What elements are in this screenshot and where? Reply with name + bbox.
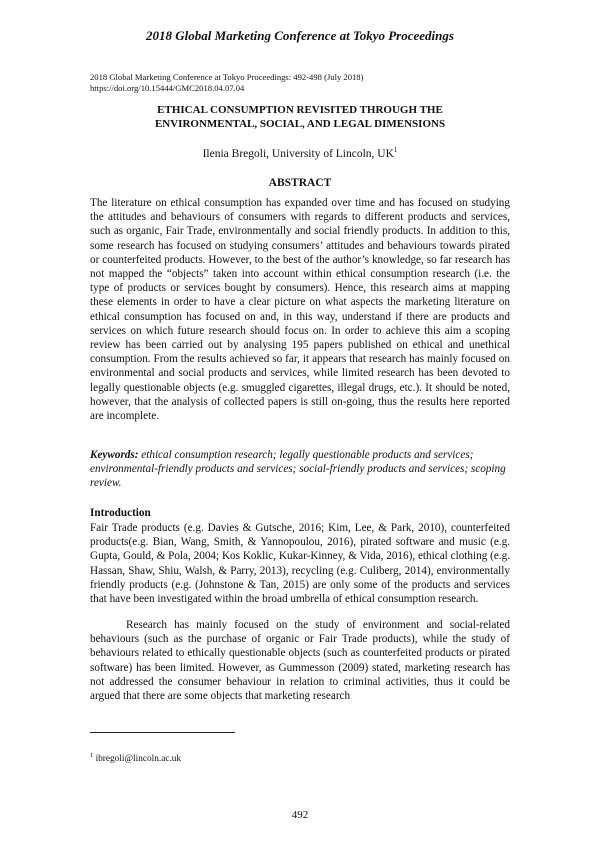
author-line xyxy=(0,146,600,160)
title-line-1: ETHICAL CONSUMPTION REVISITED THROUGH THE xyxy=(157,104,443,116)
introduction-paragraph-1: Fair Trade products (e.g. Davies & Gutsche, 2016; Kim, Lee, & Park, 2010), counterfeited products(e.g. Bian, Wang, Smith, & Yannopoulou, 2016), pirated software and music (e.g. Gupta, Gould, & Pola, 2004; Kos Koklic, Kukar-Kinney, & Vida, 2016), ethical clothing (e.g. Hassan, Shaw, Shiu, Walsh, & Parry, 2013), recycling (e.g. Culiberg, 2014), environmentally friendly products (e.g. (Johnstone & Tan, 2015) are only some of the products and services that have been investigated within the broad umbrella of ethical consumption research. xyxy=(90,522,510,606)
page-number: 492 xyxy=(291,809,309,821)
paper-title xyxy=(90,104,510,131)
citation-proceedings: 2018 Global Marketing Conference at Tokyo Proceedings: 492-498 (July 2018) xyxy=(90,72,364,82)
footnote-mark: 1 xyxy=(90,752,94,759)
author-footnote-mark: 1 xyxy=(393,146,398,154)
introduction-paragraph-2: Research has mainly focused on the study of environment and social-related behaviours (such as the purchase of organic or Fair Trade products), while the study of behaviours related to ethically questionable objects (such as counterfeited products or pirated software) has been limited. However, as Gummesson (2009) stated, marketing research has not addressed the consumer behaviour in relation to criminal activities, thus it could be argued that there are some objects that marketing research xyxy=(90,619,510,703)
citation-block xyxy=(90,72,520,93)
abstract-heading: ABSTRACT xyxy=(268,177,332,189)
keywords xyxy=(90,448,510,491)
abstract-body: The literature on ethical consumption has expanded over time and has focused on studying the attitudes and behaviours of consumers with regards to different products and services, such as organic, Fair Trade, environmentally and social friendly products. In addition to this, some research has focused on studying consumers’ attitudes and behaviours towards pirated or counterfeited products. However, to the best of the author’s knowledge, so far research has not mapped the “objects” taken into account within ethical consumption research (i.e. the type of products or services bought by consumers). Hence, this research aims at mapping these elements in order to have a clear picture on what aspects the marketing literature on ethical consumption has focused on and, in this way, understand if there are products and services on which future research should focus on. In order to achieve this aim a scoping review has been carried out by analysing 195 papers published on ethical and unethical consumption. From the results achieved so far, it appears that research has mainly focused on environmental and social products and services, while limited research has been devoted to legally questionable objects (e.g. smuggled cigarettes, illegal drugs, etc.). It should be noted, however, that the analysis of collected papers is still on-going, thus the results here reported are incomplete. xyxy=(90,197,510,423)
author-name: Ilenia Bregoli, University of Lincoln, UK xyxy=(202,147,394,160)
footnote-email[interactable]: ibregoli@lincoln.ac.uk xyxy=(93,754,182,765)
keywords-text: ethical consumption research; legally questionable products and services; environmental-friendly products and services; social-friendly products and services; scoping review. xyxy=(90,449,506,490)
citation-doi[interactable]: https://doi.org/10.15444/GMC2018.04.07.04 xyxy=(90,82,245,93)
title-line-2: ENVIRONMENTAL, SOCIAL, AND LEGAL DIMENSIONS xyxy=(154,117,446,130)
keywords-label: Keywords: xyxy=(90,449,139,461)
footnote-divider xyxy=(90,732,235,733)
introduction-heading: Introduction xyxy=(90,507,151,519)
running-header: 2018 Global Marketing Conference at Tokyo Proceedings xyxy=(146,28,454,43)
footnote xyxy=(90,752,181,764)
